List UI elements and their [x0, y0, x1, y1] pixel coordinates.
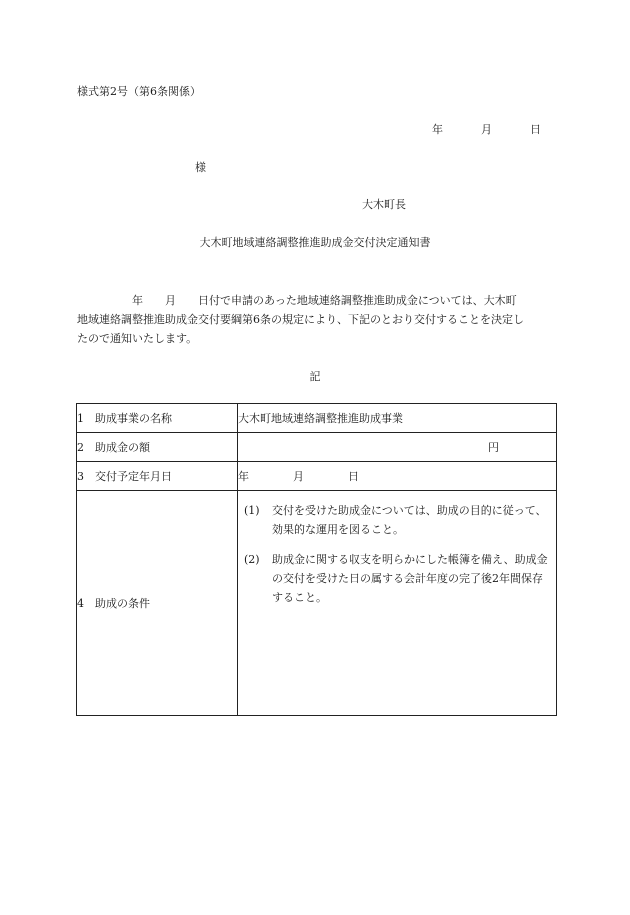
body-text-line-1: 年 月 日付で申請のあった地域連絡調整推進助成金については、大木町 — [77, 294, 517, 307]
row-number: 1 — [77, 412, 84, 425]
table-row — [77, 491, 557, 716]
row-label — [77, 462, 238, 491]
row-number: 3 — [77, 470, 84, 483]
label-project-name: 助成事業の名称 — [95, 412, 172, 425]
table-row — [77, 433, 557, 462]
table-row — [77, 462, 557, 491]
issue-date — [432, 124, 541, 135]
label-conditions: 助成の条件 — [95, 597, 150, 610]
body-text-line-2: 地域連絡調整推進助成金交付要綱第6条の規定により、下記のとおり交付することを決定し — [77, 313, 524, 326]
condition-text: 助成金に関する収支を明らかにした帳簿を備え、助成金の交付を受けた日の属する会計年度の完了後2年間保存すること。 — [272, 553, 548, 604]
row-label — [77, 491, 238, 716]
project-name-value: 大木町地域連絡調整推進助成事業 — [238, 404, 557, 433]
conditions-cell — [238, 491, 557, 716]
condition-item — [244, 501, 548, 539]
details-table — [76, 403, 557, 716]
condition-number: (2) — [244, 553, 260, 566]
row-number: 4 — [77, 597, 84, 610]
condition-text: 交付を受けた助成金については、助成の目的に従って、効果的な運用を図ること。 — [272, 504, 547, 536]
grant-amount-value: 円 — [238, 433, 557, 462]
scheduled-date-value: 年 月 日 — [238, 462, 557, 491]
form-number: 様式第2号（第6条関係） — [77, 85, 201, 98]
date-year-label: 年 — [432, 123, 443, 136]
ki-heading: 記 — [309, 370, 321, 383]
row-label — [77, 404, 238, 433]
condition-item — [244, 550, 548, 607]
row-number: 2 — [77, 441, 84, 454]
recipient-honorific: 様 — [195, 161, 206, 174]
document-title: 大木町地域連絡調整推進助成金交付決定通知書 — [199, 236, 431, 249]
condition-number: (1) — [244, 504, 260, 517]
table-row — [77, 404, 557, 433]
label-grant-amount: 助成金の額 — [95, 441, 150, 454]
date-day-label: 日 — [530, 123, 541, 136]
row-label — [77, 433, 238, 462]
issuer-name: 大木町長 — [362, 198, 406, 211]
date-month-label: 月 — [481, 123, 492, 136]
label-scheduled-date: 交付予定年月日 — [95, 470, 172, 483]
body-text-line-3: たので通知いたします。 — [77, 332, 198, 345]
